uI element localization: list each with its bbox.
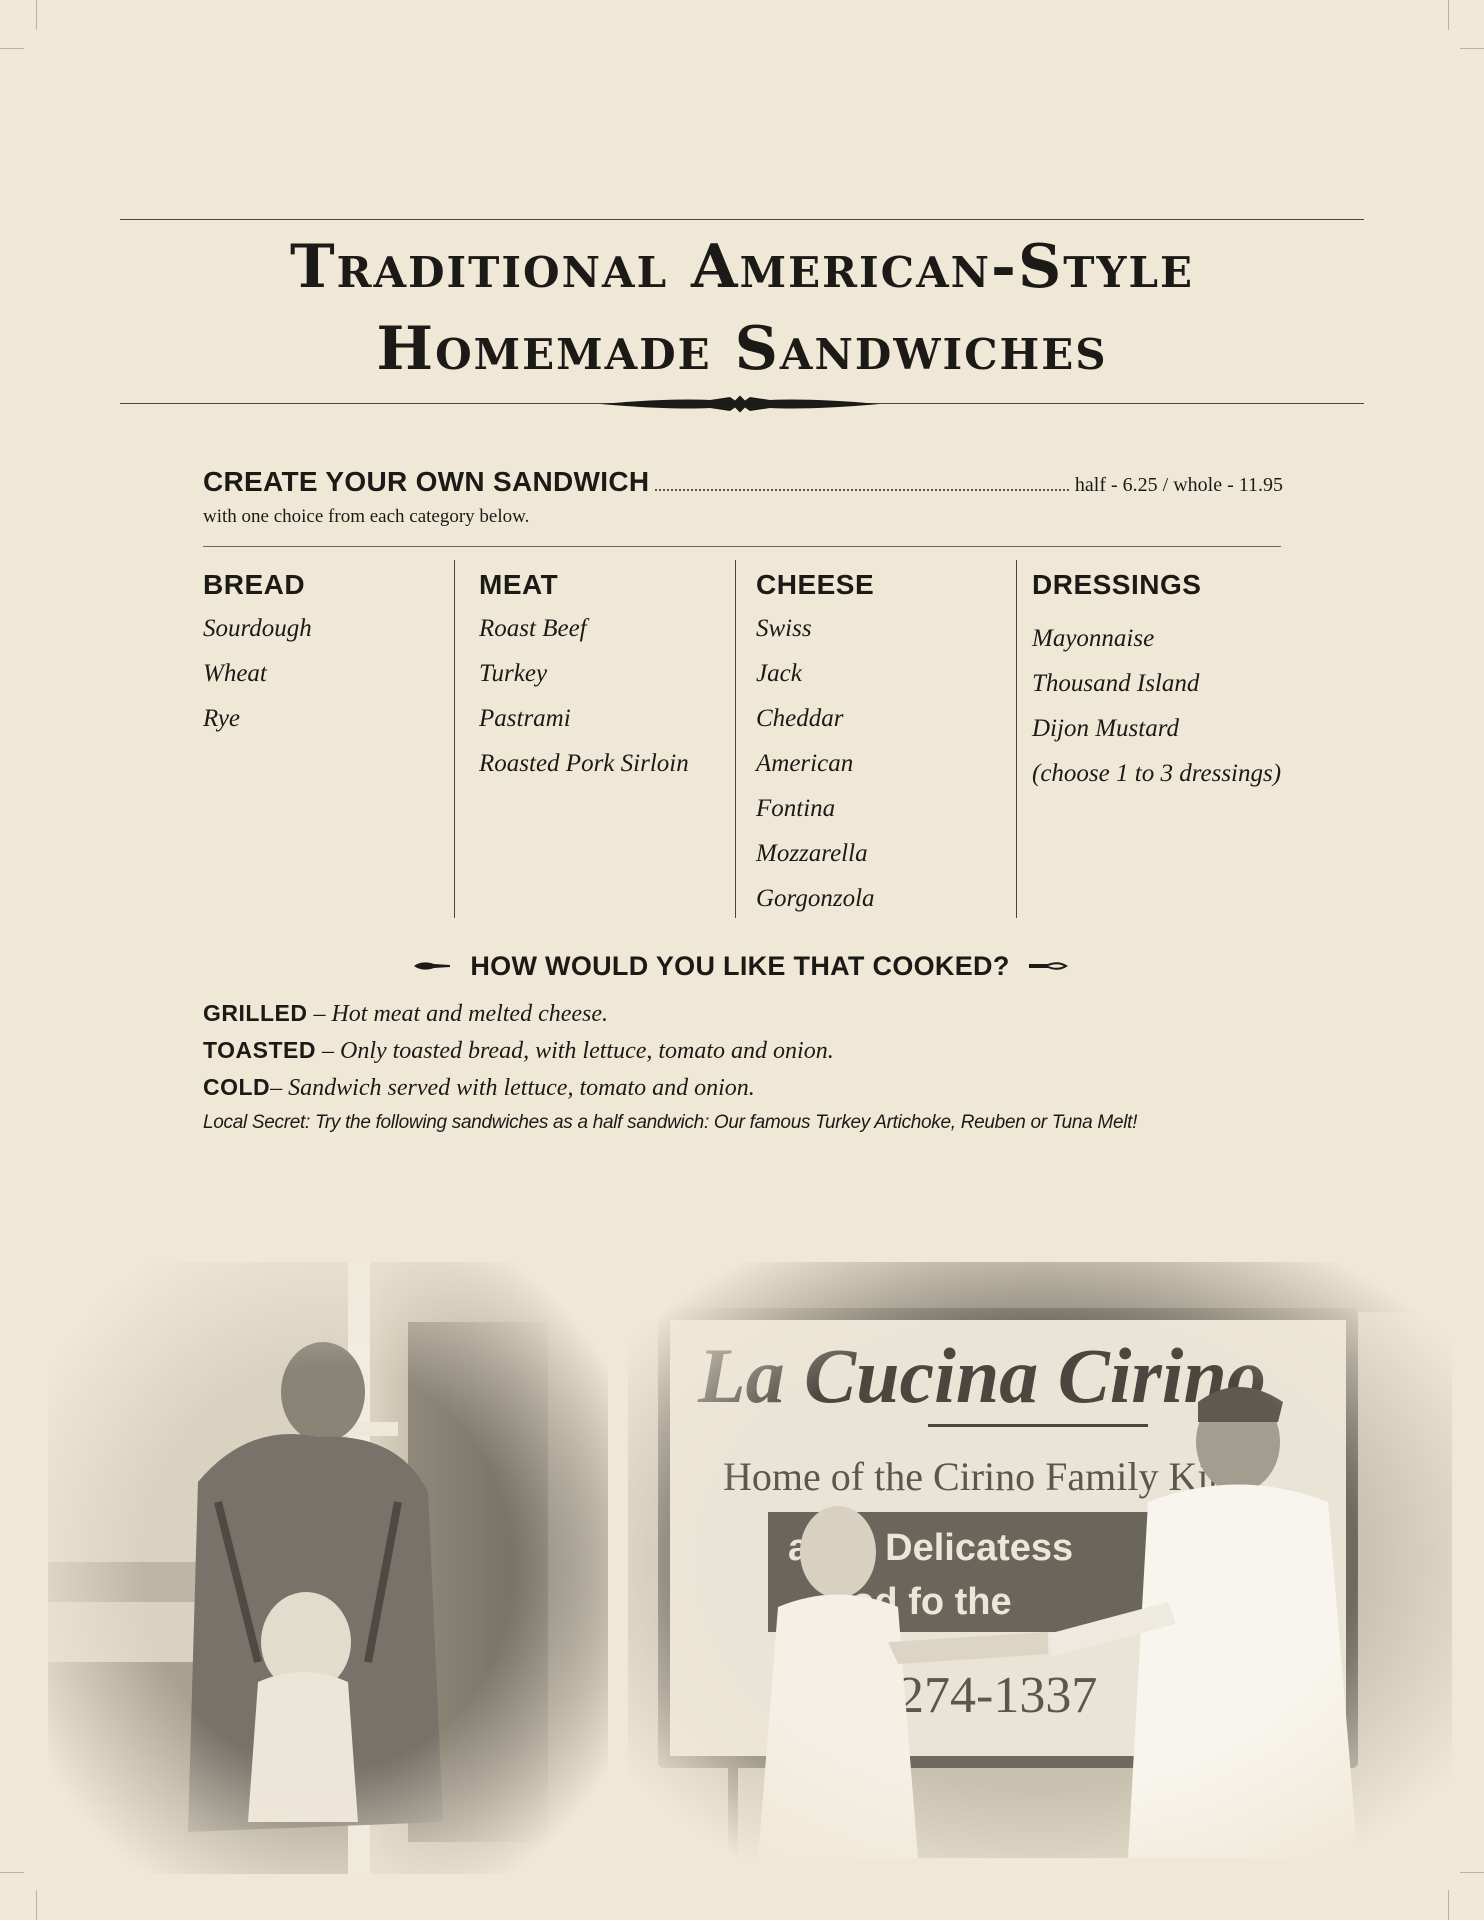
create-heading-row [203,466,1283,498]
cooking-option [203,1072,755,1103]
create-price: half - 6.25 / whole - 11.95 [1074,474,1283,496]
page-title [120,226,1364,390]
list-item: Sourdough [203,615,312,642]
list-item: Swiss [756,615,812,642]
list-item: Mayonnaise [1032,625,1155,652]
crop-mark [0,48,24,49]
dot-leader [655,488,1069,491]
column-divider [735,560,736,918]
column-divider [454,560,455,918]
create-heading: CREATE YOUR OWN SANDWICH [203,466,650,497]
cooking-heading: HOW WOULD YOU LIKE THAT COOKED? [470,950,1010,981]
utensil-left-icon [412,959,452,973]
utensil-right-icon [1028,959,1068,973]
cooking-option-label: TOASTED [203,1037,316,1063]
list-item: Mozzarella [756,840,868,867]
crop-mark [36,1890,37,1920]
crop-mark [0,1872,24,1873]
cooking-option-desc: Hot meat and melted cheese. [331,1001,609,1027]
cooking-heading-row [380,948,1100,984]
category-title: CHEESE [756,569,875,600]
vintage-family-photo [48,1262,608,1874]
category-bread [203,568,443,741]
cooking-option [203,1035,834,1066]
title-top-rule [120,219,1364,220]
cooking-option-sep: – [307,1001,332,1027]
list-item: Dijon Mustard [1032,715,1179,742]
crop-mark [1460,1872,1484,1873]
section-divider [203,546,1281,547]
list-item: Cheddar [756,705,844,732]
crop-mark [1448,0,1449,30]
list-item: American [756,750,854,777]
list-item: Fontina [756,795,836,822]
list-item: Wheat [203,660,267,687]
crop-mark [1460,48,1484,49]
list-item: Roast Beef [479,615,587,642]
list-item: Gorgonzola [756,885,875,912]
cooking-option-sep: – [270,1075,289,1101]
storefront-sign-photo [628,1262,1452,1858]
cooking-option [203,998,608,1029]
category-dressings [1032,568,1292,796]
create-subtext: with one choice from each category below. [203,506,530,527]
list-item: Rye [203,705,241,732]
category-title: MEAT [479,569,559,600]
title-ornament [590,394,890,414]
title-line-2: Homemade Sandwiches [376,314,1108,384]
cooking-option-desc: Only toasted bread, with lettuce, tomato and onion. [339,1038,834,1064]
crop-mark [1448,1890,1449,1920]
cooking-option-label: GRILLED [203,1000,308,1026]
cooking-option-sep: – [315,1038,340,1064]
category-meat [479,568,739,786]
list-item: Turkey [479,660,548,687]
column-divider [1016,560,1017,918]
crop-mark [36,0,37,30]
local-secret-note: Local Secret: Try the following sandwiches as a half sandwich: Our famous Turkey Artichoke, Reuben or Tuna Melt! [203,1112,1138,1133]
cooking-option-label: COLD [203,1074,271,1100]
category-title: DRESSINGS [1032,569,1202,600]
list-item: Jack [756,660,802,687]
cooking-option-desc: Sandwich served with lettuce, tomato and onion. [288,1075,755,1101]
category-title: BREAD [203,569,306,600]
list-item: Thousand Island [1032,670,1200,697]
category-cheese [756,568,996,921]
list-item: (choose 1 to 3 dressings) [1032,760,1282,787]
list-item: Pastrami [479,705,571,732]
list-item: Roasted Pork Sirloin [479,750,689,777]
title-line-1: Traditional American-Style [289,232,1195,302]
